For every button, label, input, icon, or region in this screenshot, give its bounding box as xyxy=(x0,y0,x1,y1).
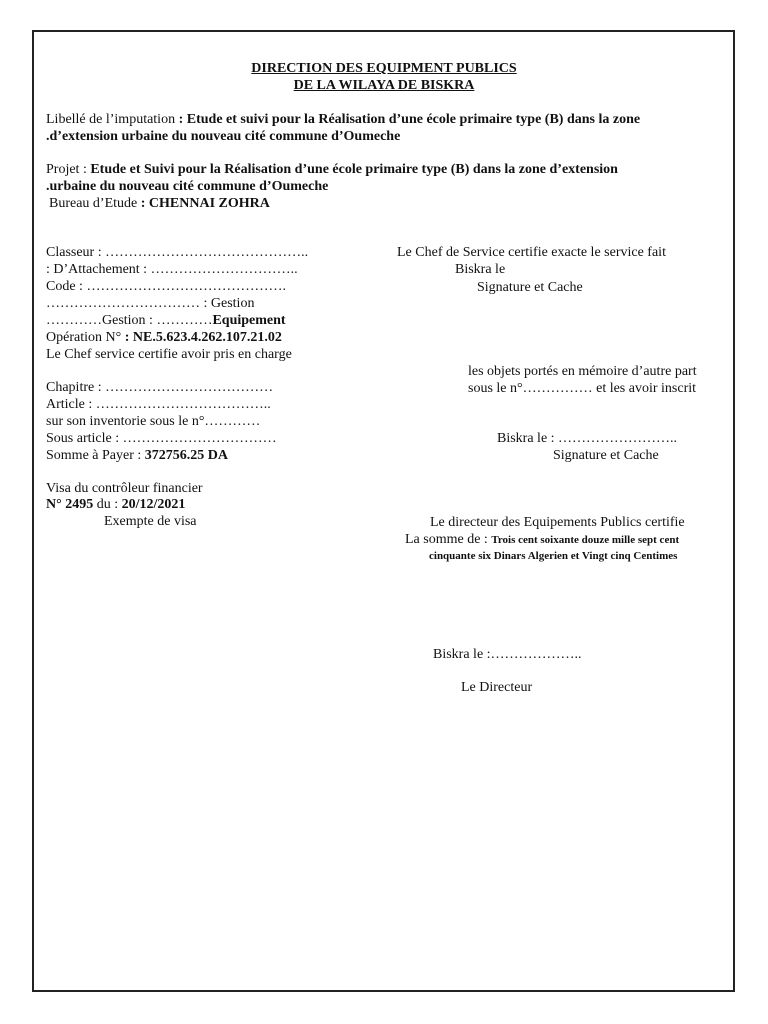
somme-lettres-line-2: cinquante six Dinars Algerien et Vingt cinq Centimes xyxy=(429,550,678,562)
visa-du: du : xyxy=(93,497,122,512)
chef-certifie: Le Chef de Service certifie exacte le service fait xyxy=(397,245,666,260)
gestion-field-2 xyxy=(46,313,286,329)
sous-article-field: Sous article : …………………………… xyxy=(46,431,277,446)
somme-lettres-label: La somme de : xyxy=(405,532,492,547)
biskra-le-2: Biskra le : …………………….. xyxy=(497,431,678,446)
sous-le-n: sous le n°…………… et les avoir inscrit xyxy=(468,381,697,396)
imputation-line-2: .d’extension urbaine du nouveau cité commune d’Oumeche xyxy=(46,129,401,144)
imputation-sep: : xyxy=(175,112,187,127)
directeur-biskra-le: Biskra le :……………….. xyxy=(433,647,582,662)
gestion-prefix: …………Gestion : ………… xyxy=(46,313,213,328)
exempte-visa: Exempte de visa xyxy=(104,514,197,529)
bureau-etude xyxy=(49,196,270,212)
imputation-line-1 xyxy=(46,112,640,128)
article-field: Article : ……………………………….. xyxy=(46,397,271,412)
imputation-value: Etude et suivi pour la Réalisation d’une école primaire type (B) dans la zone xyxy=(186,112,641,127)
bureau-sep: : xyxy=(137,196,149,211)
somme-label: Somme à Payer : xyxy=(46,448,145,463)
visa-controleur: Visa du contrôleur financier xyxy=(46,481,203,496)
imputation-label: Libellé de l’imputation xyxy=(46,112,176,127)
operation-field xyxy=(46,330,282,346)
projet-line-2: .urbaine du nouveau cité commune d’Oumeche xyxy=(46,179,329,194)
somme-value: 372756.25 DA xyxy=(144,448,228,463)
objets-portes: les objets portés en mémoire d’autre part xyxy=(468,364,697,379)
le-directeur: Le Directeur xyxy=(461,680,533,695)
biskra-le-1: Biskra le xyxy=(455,262,506,277)
header-line-1: DIRECTION DES EQUIPMENT PUBLICS xyxy=(251,61,517,76)
visa-num: N° 2495 xyxy=(46,497,94,512)
gestion-value: Equipement xyxy=(212,313,286,328)
visa-numero xyxy=(46,497,185,513)
inventorie-field: sur son inventorie sous le n°………… xyxy=(46,414,261,429)
header-line-2: DE LA WILAYA DE BISKRA xyxy=(293,78,475,93)
signature-cache-2: Signature et Cache xyxy=(553,448,659,463)
somme-lettres-value: Trois cent soixante douze mille sept cent xyxy=(491,534,680,546)
directeur-certifie: Le directeur des Equipements Publics certifie xyxy=(430,515,685,530)
somme-a-payer xyxy=(46,448,228,464)
projet-value: Etude et Suivi pour la Réalisation d’une école primaire type (B) dans la zone d’extension xyxy=(90,162,618,177)
code-field: Code : ……………………………………. xyxy=(46,279,286,294)
classeur-field: Classeur : …………………………………….. xyxy=(46,245,309,260)
gestion-field-1: …………………………… : Gestion xyxy=(46,296,255,311)
signature-cache-1: Signature et Cache xyxy=(477,280,583,295)
chef-prise-charge: Le Chef service certifie avoir pris en charge xyxy=(46,347,292,362)
operation-label: Opération N° xyxy=(46,330,122,345)
attachement-field: : D’Attachement : ………………………….. xyxy=(46,262,298,277)
projet-line-1 xyxy=(46,162,618,178)
bureau-label: Bureau d’Etude xyxy=(49,196,138,211)
projet-sep: : xyxy=(79,162,91,177)
bureau-value: CHENNAI ZOHRA xyxy=(148,196,270,211)
visa-date: 20/12/2021 xyxy=(121,497,186,512)
projet-label: Projet xyxy=(46,162,80,177)
chapitre-field: Chapitre : ……………………………… xyxy=(46,380,274,395)
operation-value: : NE.5.623.4.262.107.21.02 xyxy=(121,330,282,345)
somme-lettres-line-1 xyxy=(405,532,679,548)
